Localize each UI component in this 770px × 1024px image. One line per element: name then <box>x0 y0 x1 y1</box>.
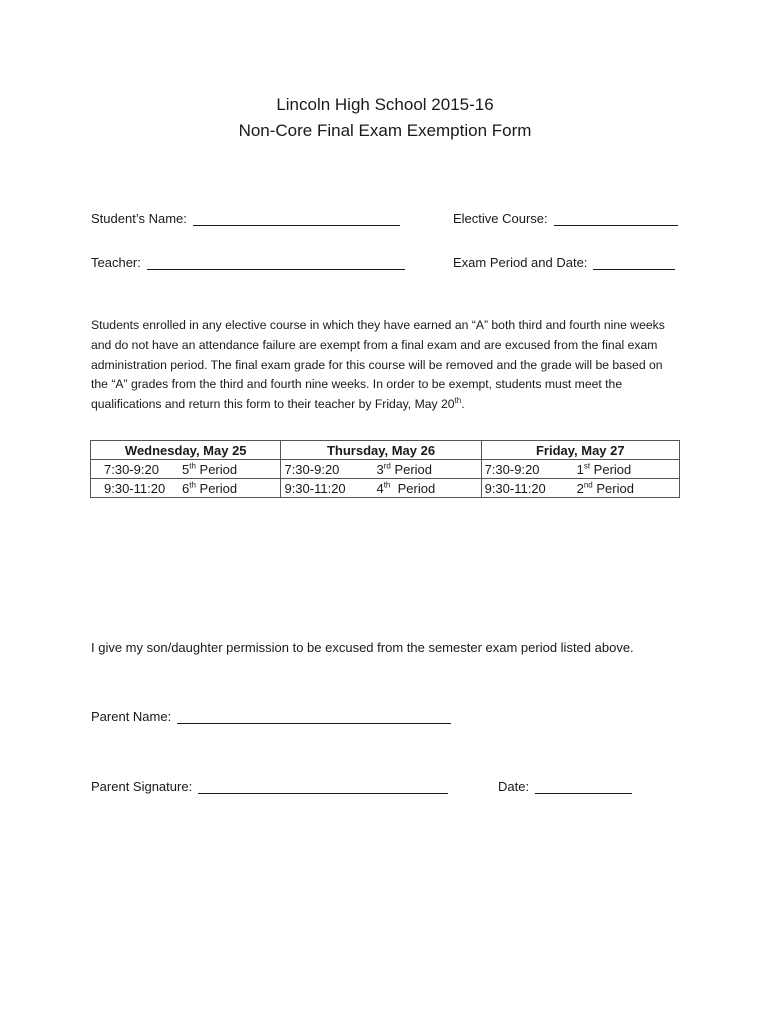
period-suffix: st <box>583 461 591 471</box>
slot-period <box>577 481 634 496</box>
schedule-cell <box>481 460 679 479</box>
day-header: Friday, May 27 <box>481 441 679 460</box>
period-suffix: th <box>383 480 391 490</box>
instructions-paragraph <box>91 316 681 415</box>
slot-time: 9:30-11:20 <box>484 480 546 496</box>
period-number: 3 <box>376 461 384 477</box>
exam-period-date-label: Exam Period and Date: <box>453 255 588 270</box>
table-header-row <box>91 441 680 460</box>
parent-name-input[interactable] <box>177 709 451 724</box>
period-number: 2 <box>576 480 584 496</box>
period-label: Period <box>592 480 634 496</box>
schedule-cell <box>481 479 679 498</box>
elective-course-input[interactable] <box>554 211 678 226</box>
period-label: Period <box>390 480 436 496</box>
period-number: 5 <box>182 461 190 477</box>
slot-time: 7:30-9:20 <box>284 461 340 477</box>
teacher-label: Teacher: <box>91 255 141 270</box>
period-number: 1 <box>576 461 584 477</box>
period-suffix: rd <box>383 461 391 471</box>
period-label: Period <box>390 461 433 477</box>
exam-period-date-field <box>453 255 675 270</box>
slot-period <box>182 462 237 477</box>
slot-time: 7:30-9:20 <box>484 461 540 477</box>
date-input[interactable] <box>535 779 632 794</box>
exam-period-date-input[interactable] <box>593 255 675 270</box>
slot-period <box>376 462 432 477</box>
period-number: 4 <box>376 480 384 496</box>
instructions-date-suffix: th <box>454 396 462 406</box>
period-label: Period <box>195 480 238 496</box>
table-row <box>91 460 680 479</box>
table-row <box>91 479 680 498</box>
student-name-label: Student’s Name: <box>91 211 187 226</box>
schedule-cell <box>281 460 481 479</box>
slot-period <box>376 481 435 496</box>
period-suffix: nd <box>583 480 593 490</box>
period-suffix: th <box>189 480 196 490</box>
instructions-text: Students enrolled in any elective course in which they have earned an “A” both third and fourth nine weeks and do not have an attendance failure are exempt from a final exam and are excused from the final exam administration period. The final exam grade for this course will be removed and the grade will be based on the “A” grades from the third and fourth nine weeks. In order to be exempt, students must meet the qualifications and return this form to their teacher by Friday, May 20 <box>91 318 665 412</box>
date-field <box>498 779 632 794</box>
elective-course-label: Elective Course: <box>453 211 548 226</box>
parent-name-label: Parent Name: <box>91 709 172 724</box>
day-header: Thursday, May 26 <box>281 441 481 460</box>
slot-time: 9:30-11:20 <box>284 480 346 496</box>
form-title: Lincoln High School 2015-16 <box>276 95 494 114</box>
period-number: 6 <box>182 480 190 496</box>
parent-signature-field <box>91 779 448 794</box>
slot-time: 9:30-11:20 <box>104 480 166 496</box>
slot-period <box>182 481 237 496</box>
slot-period <box>577 462 632 477</box>
instructions-end: . <box>461 397 465 412</box>
parent-signature-label: Parent Signature: <box>91 779 193 794</box>
form-subtitle: Non-Core Final Exam Exemption Form <box>238 121 532 140</box>
slot-time: 7:30-9:20 <box>104 461 159 477</box>
period-suffix: th <box>189 461 196 471</box>
period-label: Period <box>590 461 632 477</box>
schedule-cell <box>281 479 481 498</box>
teacher-input[interactable] <box>147 255 405 270</box>
student-name-field <box>91 211 400 226</box>
exam-schedule-table <box>90 440 680 498</box>
period-label: Period <box>195 461 238 477</box>
date-label: Date: <box>498 779 530 794</box>
schedule-cell <box>91 460 281 479</box>
permission-statement: I give my son/daughter permission to be excused from the semester exam period listed above. <box>91 640 634 655</box>
teacher-field <box>91 255 405 270</box>
student-name-input[interactable] <box>193 211 400 226</box>
parent-name-field <box>91 709 451 724</box>
schedule-cell <box>91 479 281 498</box>
parent-signature-input[interactable] <box>198 779 448 794</box>
day-header: Wednesday, May 25 <box>91 441 281 460</box>
elective-course-field <box>453 211 678 226</box>
